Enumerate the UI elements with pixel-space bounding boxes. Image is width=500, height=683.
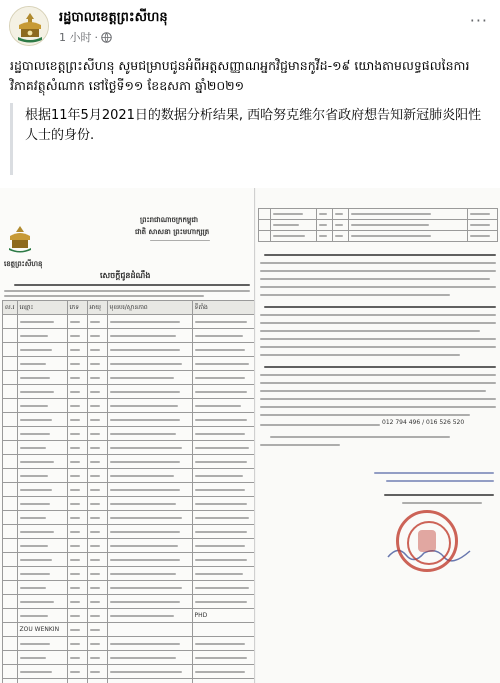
document-left xyxy=(0,188,255,683)
table-row xyxy=(3,665,255,679)
table-header-row xyxy=(3,301,255,315)
text-line xyxy=(4,295,204,297)
table-row xyxy=(3,441,255,455)
text-line xyxy=(264,366,496,368)
table-header-cell: អាយុ xyxy=(87,301,107,315)
signatory-title xyxy=(384,494,494,496)
text-line xyxy=(260,314,496,316)
table-row xyxy=(3,315,255,329)
globe-icon xyxy=(101,32,112,43)
text-line xyxy=(260,424,380,426)
table-row xyxy=(3,399,255,413)
table-row xyxy=(3,497,255,511)
text-line xyxy=(260,444,340,446)
text-line xyxy=(260,262,496,264)
table-row xyxy=(3,343,255,357)
text-line xyxy=(260,414,470,416)
text-line xyxy=(260,398,496,400)
page-avatar[interactable] xyxy=(9,6,49,46)
table-row xyxy=(259,231,498,242)
text-line xyxy=(264,254,496,256)
table-row xyxy=(3,357,255,371)
text-line xyxy=(260,374,496,376)
document-right xyxy=(256,188,500,683)
table-row xyxy=(3,553,255,567)
text-line xyxy=(260,390,486,392)
post-text: រដ្ឋបាលខេត្តព្រះសីហនុ សូមជម្រាបជូនអំពីអត្តសញ្ញាណអ្នកវិជ្ជមានកូវីដ-១៩ យោងតាមលទ្ធផលនៃការវិភាគវត្ថុសំណាក នៅថ្ងៃទី១១ ខែឧសភា ឆ្នាំ២០២១ xyxy=(10,58,470,93)
page-name[interactable]: រដ្ឋបាលខេត្តព្រះសីហនុ xyxy=(59,10,168,25)
table-row xyxy=(3,329,255,343)
translation-text: 根据11年5月2021日的数据分析结果, 西哈努克维尔省政府想告知新冠肺炎阳性人士的身份. xyxy=(25,108,482,143)
notice-title: សេចក្តីជូនដំណឹង xyxy=(100,271,151,280)
org-name: ខេត្តព្រះសីហនុ xyxy=(4,260,43,268)
table-row xyxy=(3,385,255,399)
table-row xyxy=(3,651,255,665)
table-header-cell: ទីតាំង xyxy=(192,301,254,315)
table-row xyxy=(3,525,255,539)
text-line xyxy=(260,406,496,408)
text-line xyxy=(264,306,496,308)
table-row xyxy=(3,679,255,683)
table-header-cell: ភេទ xyxy=(67,301,87,315)
official-stamp-icon xyxy=(396,510,458,572)
post-header xyxy=(0,0,500,52)
table-row xyxy=(3,637,255,651)
kingdom-header: ព្រះរាជាណាចក្រកម្ពុជា xyxy=(140,216,199,224)
table-row xyxy=(3,469,255,483)
table-header-cell: ល.រ xyxy=(3,301,18,315)
text-line xyxy=(260,338,496,340)
text-line xyxy=(260,270,496,272)
table-header-cell: មុខរបរ/ស្ថានភាព xyxy=(107,301,192,315)
text-line xyxy=(260,354,460,356)
foreign-name-cell: ZOU WENKIN xyxy=(17,623,67,637)
meta-separator: · xyxy=(94,30,98,44)
date-line xyxy=(374,472,494,474)
table-row xyxy=(3,371,255,385)
table-header-cell: ឈ្មោះ xyxy=(17,301,67,315)
table-row xyxy=(3,581,255,595)
text-line xyxy=(260,330,480,332)
date-line xyxy=(386,480,494,482)
text-line xyxy=(260,322,496,324)
table-row xyxy=(3,413,255,427)
table-row xyxy=(259,220,498,231)
table-row xyxy=(3,623,255,637)
text-line xyxy=(4,290,250,292)
text-line xyxy=(260,294,450,296)
text-line xyxy=(14,284,250,286)
table-row xyxy=(3,609,255,623)
post-meta xyxy=(59,29,112,45)
text-line xyxy=(260,278,490,280)
motto-header: ជាតិ សាសនា ព្រះមហាក្សត្រ xyxy=(135,228,210,236)
more-options-button[interactable]: ··· xyxy=(469,11,488,30)
divider xyxy=(150,240,210,241)
phd-cell: PHD xyxy=(192,609,254,623)
provincial-seal-icon xyxy=(6,224,34,254)
table-row xyxy=(259,209,498,220)
cases-table xyxy=(2,300,255,683)
text-line xyxy=(260,382,496,384)
text-line xyxy=(270,436,450,438)
post-image[interactable] xyxy=(0,188,500,683)
phone-numbers: 012 794 496 / 016 526 520 xyxy=(382,419,465,426)
text-line xyxy=(260,286,496,288)
table-row xyxy=(3,539,255,553)
table-row xyxy=(3,511,255,525)
table-row xyxy=(3,595,255,609)
post-timestamp[interactable]: 1 小时 xyxy=(59,31,92,44)
text-line xyxy=(260,346,496,348)
table-row xyxy=(3,455,255,469)
table-row xyxy=(3,483,255,497)
cases-table-continued xyxy=(258,208,498,242)
table-row xyxy=(3,567,255,581)
table-row xyxy=(3,427,255,441)
provincial-seal-icon xyxy=(10,7,49,46)
signatory-title xyxy=(402,502,482,504)
